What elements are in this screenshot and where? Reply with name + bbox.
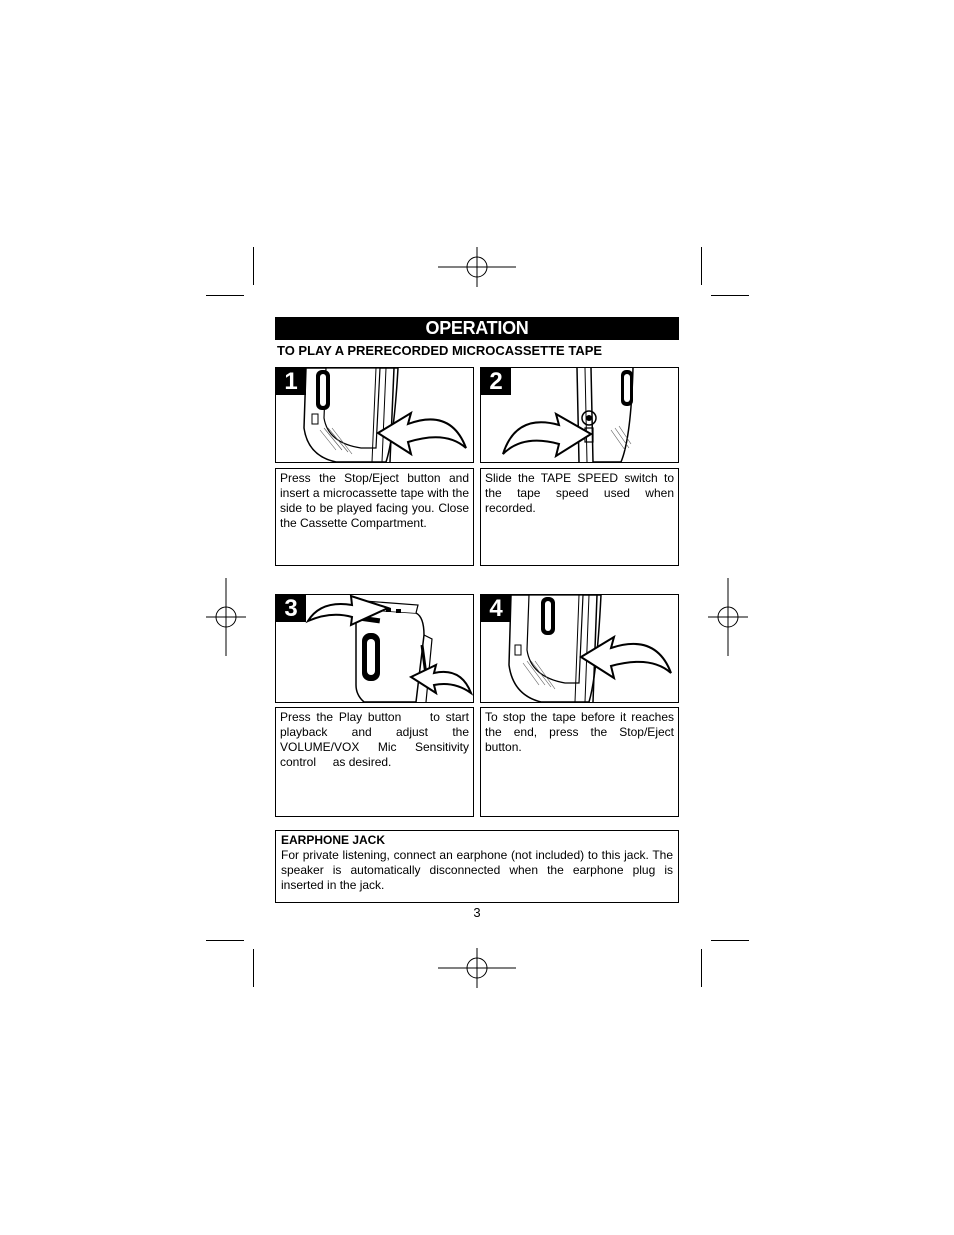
crop-mark: [701, 247, 702, 285]
earphone-jack-note: [275, 830, 679, 903]
crop-mark: [711, 295, 749, 296]
step-4-text: To stop the tape before it reaches the end, press the Stop/Eject button.: [480, 707, 679, 817]
crop-mark: [701, 949, 702, 987]
step-3-illustration: [275, 594, 474, 703]
step-number: 3: [276, 595, 306, 622]
registration-mark-top: [438, 247, 516, 287]
crop-mark: [253, 949, 254, 987]
subheading: TO PLAY A PRERECORDED MICROCASSETTE TAPE: [277, 343, 603, 358]
step-3-text: Press the Play button to start playback and adjust the VOLUME/VOX Mic Sensitivity control as desired.: [275, 707, 474, 817]
step-1-text: Press the Stop/Eject button and insert a microcassette tape with the side to be played facing you. Close the Cassette Compartment.: [275, 468, 474, 566]
page-number: 3: [473, 905, 481, 920]
crop-mark: [711, 940, 749, 941]
earphone-jack-title: EARPHONE JACK: [281, 833, 386, 847]
step-number: 1: [276, 368, 306, 395]
registration-mark-left: [206, 578, 246, 656]
earphone-jack-text: For private listening, connect an earphone (not included) to this jack. The speaker is automatically disconnected when the earphone plug is inserted in the jack.: [281, 848, 673, 892]
step-4-illustration: [480, 594, 679, 703]
step-number: 2: [481, 368, 511, 395]
crop-mark: [253, 247, 254, 285]
registration-mark-right: [708, 578, 748, 656]
step-2-text: Slide the TAPE SPEED switch to the tape speed used when recorded.: [480, 468, 679, 566]
crop-mark: [206, 940, 244, 941]
step-number: 4: [481, 595, 511, 622]
section-title: OPERATION: [275, 317, 679, 340]
step-1-illustration: [275, 367, 474, 463]
crop-mark: [206, 295, 244, 296]
step-2-illustration: [480, 367, 679, 463]
registration-mark-bottom: [438, 948, 516, 988]
